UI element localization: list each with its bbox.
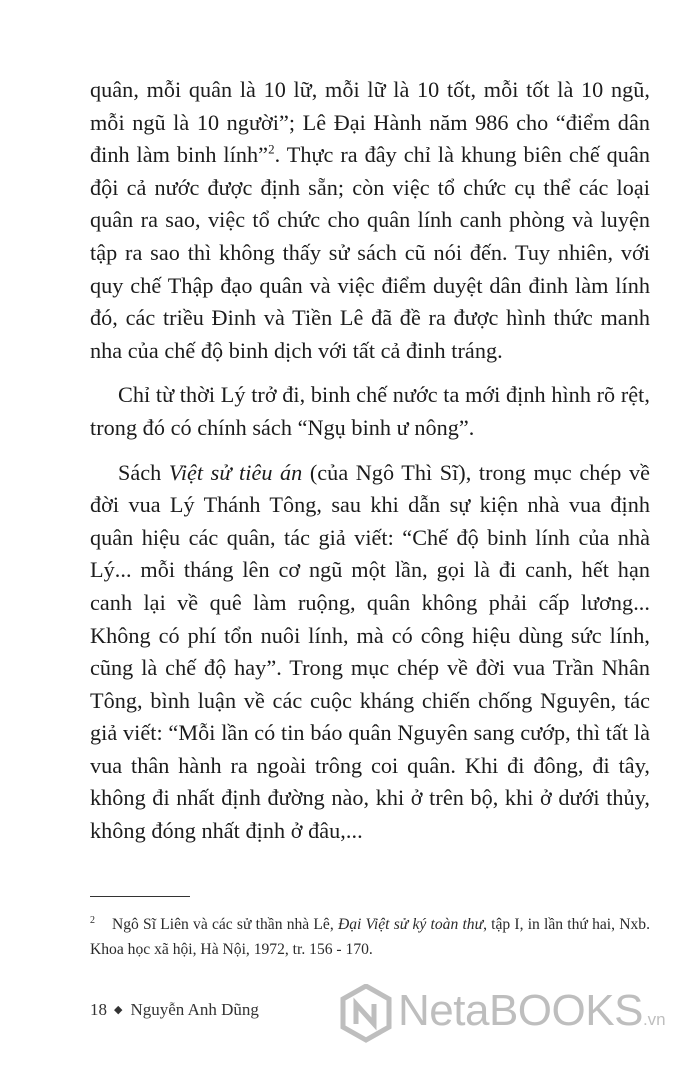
watermark-tld: .vn	[642, 1010, 666, 1029]
book-title-italic: Việt sử tiêu án	[168, 459, 303, 485]
diamond-separator-icon: ◆	[114, 1004, 123, 1016]
paragraph-3-text: (của Ngô Thì Sĩ), trong mục chép về đời vua Lý Thánh Tông, sau khi dẫn sự kiện nhà vua định quân hiệu các quân, tác giả viết: “Chế độ binh lính của nhà Lý... mỗi tháng lên cơ ngũ một lần, gọi là đi canh, hết hạn canh lại về quê làm ruộng, quân không phải cấp lương... Không có phí tổn nuôi lính, mà có công hiệu dùng sức lính, cũng là chế độ hay”. Trong mục chép về đời vua Trần Nhân Tông, bình luận về các cuộc kháng chiến chống Nguyên, tác giả viết: “Mỗi lần có tin báo quân Nguyên sang cướp, thì tất là vua thân hành ra ngoài trông coi quân. Khi đi đông, đi tây, không đi nhất định đường nào, khi ở trên bộ, khi ở dưới thủy, không đóng nhất định ở đâu,...	[90, 459, 650, 844]
author-name: Nguyễn Anh Dũng	[130, 1000, 259, 1019]
body-text	[90, 74, 650, 848]
paragraph-1-text: quân, mỗi quân là 10 lữ, mỗi lữ là 10 tốt, mỗi tốt là 10 ngũ, mỗi ngũ là 10 người”; Lê Đại Hành năm 986 cho “điểm dân đinh làm binh lính”	[90, 77, 650, 168]
netabooks-logo-icon	[340, 984, 392, 1044]
paragraph-3	[90, 457, 650, 848]
paragraph-1	[90, 74, 650, 367]
paragraph-2: Chỉ từ thời Lý trở đi, binh chế nước ta mới định hình rõ rệt, trong đó có chính sách “Ngụ binh ư nông”.	[90, 382, 650, 440]
footnote: 2 Ngô Sĩ Liên và các sử thần nhà Lê, Đại Việt sử ký toàn thư, tập I, in lần thứ hai, Nxb. Khoa học xã hội, Hà Nội, 1972, tr. 156 - 170.	[90, 914, 650, 958]
footnote-text-rest: , tập I, in lần thứ hai, Nxb. Khoa học xã hội, Hà Nội, 1972, tr. 156 - 170.	[90, 916, 650, 958]
page-footer	[90, 1000, 259, 1020]
page-number: 18	[90, 1000, 107, 1019]
paragraph-3-lead: Sách	[118, 459, 169, 485]
footnote-book-title: Đại Việt sử ký toàn thư	[337, 916, 484, 933]
paragraph-1-continued: . Thực ra đây chỉ là khung biên chế quân đội cả nước được định sẵn; còn việc tổ chức cụ thể các loại quân ra sao, việc tổ chức cho quân lính canh phòng và luyện tập ra sao thì không thấy sử sách cũ nói đến. Tuy nhiên, với quy chế Thập đạo quân và việc điểm duyệt dân đinh làm lính đó, các triều Đinh và Tiền Lê đã đề ra được hình thức manh nha của chế độ binh dịch với tất cả đinh tráng.	[90, 142, 650, 363]
watermark-brand: NetaBOOKS	[398, 986, 643, 1035]
footnote-text-lead: Ngô Sĩ Liên và các sử thần nhà Lê,	[112, 916, 338, 933]
footnote-divider	[90, 896, 190, 897]
footnote-reference: 2	[268, 141, 275, 157]
watermark-text	[398, 986, 666, 1036]
netabooks-watermark	[340, 982, 680, 1052]
